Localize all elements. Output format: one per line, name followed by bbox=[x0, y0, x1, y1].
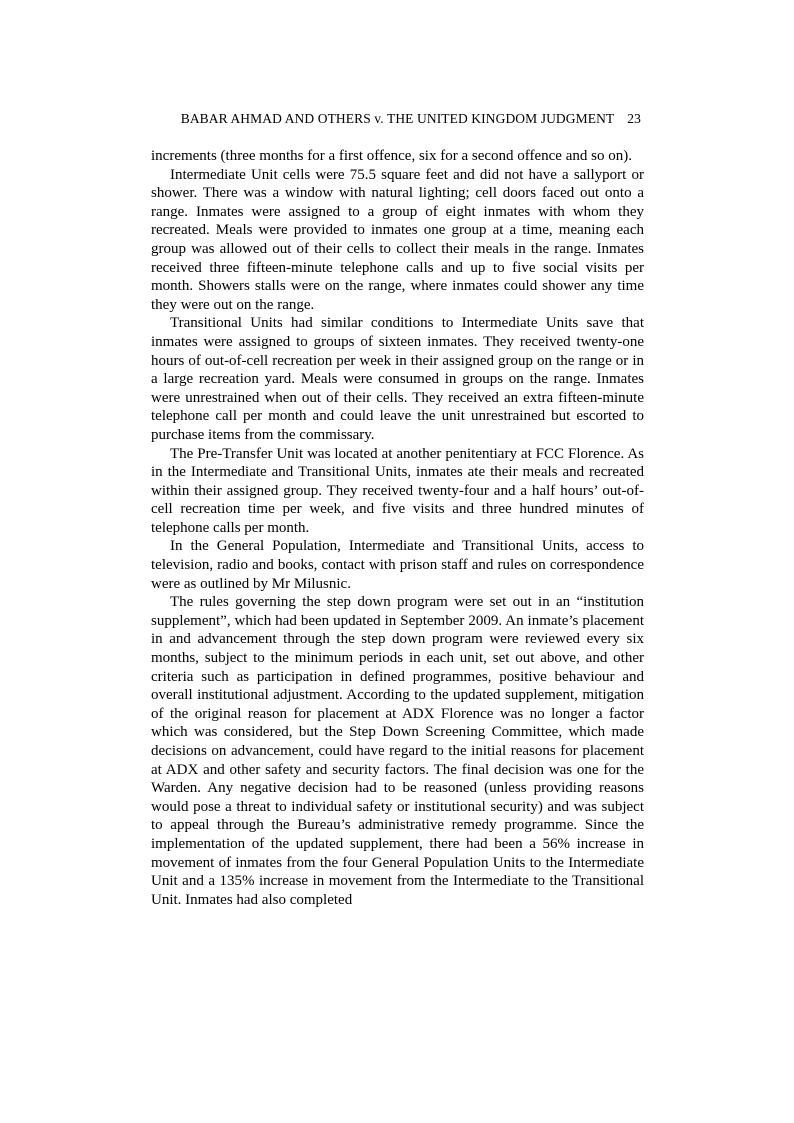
body-paragraph: The rules governing the step down program were set out in an “institution supplement”, which had been updated in September 2009. An inmate’s placement in and advancement through the step down program were reviewed every six months, subject to the minimum periods in each unit, set out above, and other criteria such as participation in defined programmes, positive behaviour and overall institutional adjustment. According to the updated supplement, mitigation of the original reason for placement at ADX Florence was no longer a factor which was considered, but the Step Down Screening Committee, which made decisions on advancement, could have regard to the initial reasons for placement at ADX and other safety and security factors. The final decision was one for the Warden. Any negative decision had to be reasoned (unless providing reasons would pose a threat to individual safety or institutional security) and was subject to appeal through the Bureau’s administrative remedy programme. Since the implementation of the updated supplement, there had been a 56% increase in movement of inmates from the four General Population Units to the Intermediate Unit and a 135% increase in movement from the Intermediate to the Transitional Unit. Inmates had also completed bbox=[151, 594, 644, 908]
body-paragraph: increments (three months for a first offence, six for a second offence and so on). bbox=[151, 148, 632, 164]
body-paragraph: The Pre-Transfer Unit was located at another penitentiary at FCC Florence. As in the Intermediate and Transitional Units, inmates ate their meals and recreated within their assigned group. They received twenty-four and a half hours’ out-of-cell recreation time per week, and five visits and three hundred minutes of telephone calls per month. bbox=[151, 445, 644, 536]
body-paragraph: Transitional Units had similar conditions to Intermediate Units save that inmates were assigned to groups of sixteen inmates. They received twenty-one hours of out-of-cell recreation per week in their assigned group on the range or in a large recreation yard. Meals were consumed in groups on the range. Inmates were unrestrained when out of their cells. They received an extra fifteen-minute telephone call per month and could leave the unit unrestrained but escorted to purchase items from the commissary. bbox=[151, 315, 644, 443]
body-paragraph: Intermediate Unit cells were 75.5 square feet and did not have a sallyport or shower. There was a window with natural lighting; cell doors faced out onto a range. Inmates were assigned to a group of eight inmates with whom they recreated. Meals were provided to inmates one group at a time, meaning each group was allowed out of their cells to collect their meals in the range. Inmates received three fifteen-minute telephone calls and up to five social visits per month. Showers stalls were on the range, where inmates could shower any time they were out on the range. bbox=[151, 166, 644, 313]
page-header bbox=[151, 111, 644, 127]
judgment-body bbox=[151, 147, 644, 909]
body-paragraph: In the General Population, Intermediate and Transitional Units, access to television, radio and books, contact with prison staff and rules on correspondence were as outlined by Mr Milusnic. bbox=[151, 538, 644, 592]
page-number: 23 bbox=[627, 111, 641, 126]
running-header-title: BABAR AHMAD AND OTHERS v. THE UNITED KINGDOM JUDGMENT bbox=[180, 111, 615, 126]
